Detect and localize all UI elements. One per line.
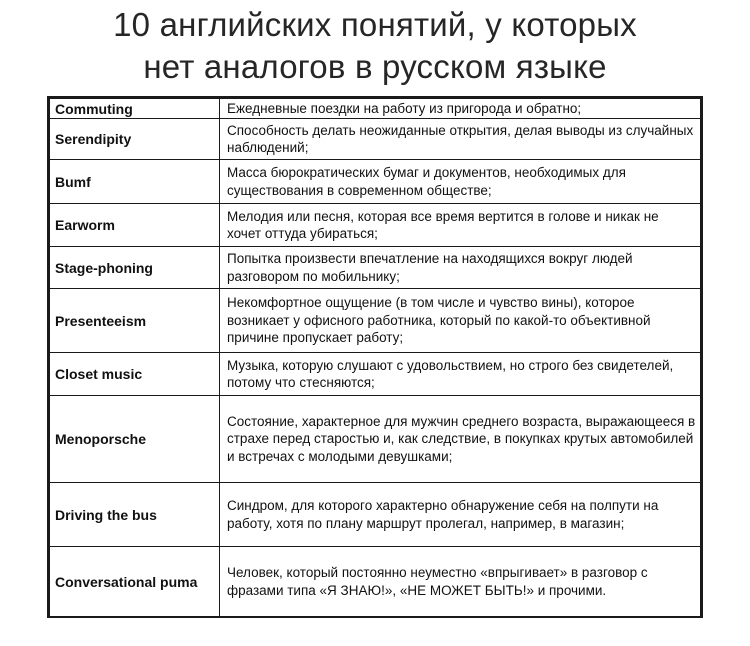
definition-cell: Музыка, которую слушают с удовольствием, но строго без свидетелей, потому что стесняются; (220, 353, 701, 396)
term-cell: Earworm (50, 204, 220, 247)
definition-cell: Состояние, характерное для мужчин среднего возраста, выражающееся в страхе перед старостью и, как следствие, в покупках крутых автомобилей и встречах с молодыми девушками; (220, 396, 701, 483)
term-cell: Presenteeism (50, 289, 220, 353)
table-row (50, 396, 701, 483)
title-line-2: нет аналогов в русском языке (143, 48, 607, 85)
term-cell: Driving the bus (50, 483, 220, 547)
term-cell: Serendipity (50, 119, 220, 160)
term-cell: Bumf (50, 160, 220, 204)
table-row (50, 289, 701, 353)
term-cell: Commuting (50, 99, 220, 119)
term-cell: Conversational puma (50, 547, 220, 617)
definition-cell: Мелодия или песня, которая все время вертится в голове и никак не хочет оттуда убираться; (220, 204, 701, 247)
table-row (50, 353, 701, 396)
term-cell: Closet music (50, 353, 220, 396)
definition-cell: Масса бюрократических бумаг и документов, необходимых для существования в современном обществе; (220, 160, 701, 204)
table-row (50, 204, 701, 247)
table-row (50, 547, 701, 617)
table-row (50, 99, 701, 119)
table-row (50, 160, 701, 204)
table-row (50, 119, 701, 160)
term-cell: Stage-phoning (50, 247, 220, 289)
definition-cell: Способность делать неожиданные открытия, делая выводы из случайных наблюдений; (220, 119, 701, 160)
definition-cell: Человек, который постоянно неуместно «впрыгивает» в разговор с фразами типа «Я ЗНАЮ!», «НЕ МОЖЕТ БЫТЬ!» и прочими. (220, 547, 701, 617)
definition-cell: Ежедневные поездки на работу из пригорода и обратно; (220, 99, 701, 119)
table-row (50, 247, 701, 289)
terms-table (47, 96, 703, 618)
definition-cell: Синдром, для которого характерно обнаружение себя на полпути на работу, хотя по плану маршрут пролегал, например, в магазин; (220, 483, 701, 547)
table-row (50, 483, 701, 547)
term-cell: Menoporsche (50, 396, 220, 483)
definition-cell: Попытка произвести впечатление на находящихся вокруг людей разговором по мобильнику; (220, 247, 701, 289)
title-line-1: 10 английских понятий, у которых (113, 6, 637, 43)
page-title (0, 4, 750, 88)
definition-cell: Некомфортное ощущение (в том числе и чувство вины), которое возникает у офисного работника, который по какой-то объективной причине пропускает работу; (220, 289, 701, 353)
